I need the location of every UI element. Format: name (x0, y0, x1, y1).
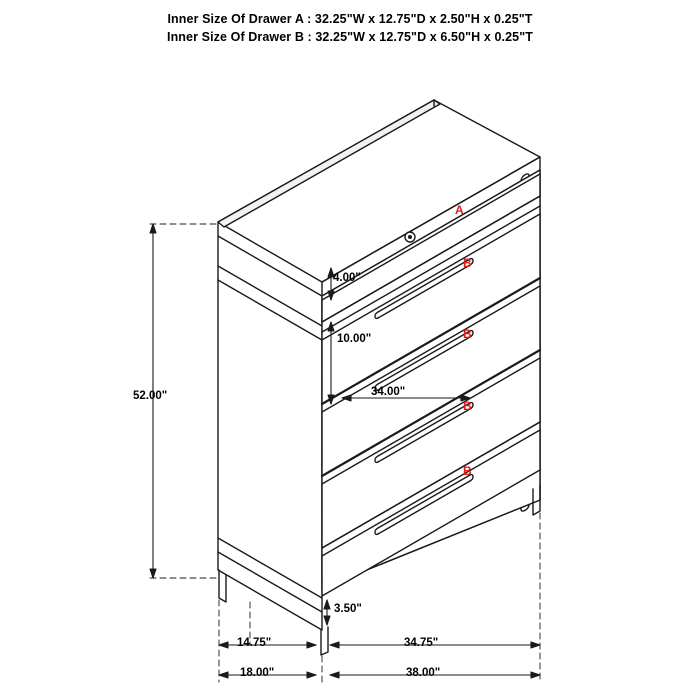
drawer-b-spec: Inner Size Of Drawer B : 32.25"W x 12.75"D x 6.50"H x 0.25"T (167, 30, 533, 44)
dim-width-total: 38.00" (406, 667, 441, 679)
dim-drawer-face-a: 4.00" (333, 272, 361, 284)
dim-side-depth-top: 14.75" (237, 637, 272, 649)
drawer-a-spec: Inner Size Of Drawer A : 32.25"W x 12.75"D x 2.50"H x 0.25"T (167, 12, 533, 26)
drawer-tag-a: A (455, 203, 464, 217)
dim-drawer-face-b: 10.00" (337, 333, 372, 345)
drawer-tag-b1: B (463, 256, 472, 270)
dim-height-total: 52.00" (133, 390, 168, 402)
drawer-tag-b3: B (463, 399, 472, 413)
drawer-tag-b2: B (463, 327, 472, 341)
dim-front-width: 34.00" (371, 386, 406, 398)
dim-depth-total: 18.00" (240, 667, 275, 679)
dim-front-width-bottom: 34.75" (404, 637, 439, 649)
left-side-panel (218, 236, 322, 630)
drawer-tag-b4: B (463, 464, 472, 478)
dim-leg-height: 3.50" (334, 603, 362, 615)
